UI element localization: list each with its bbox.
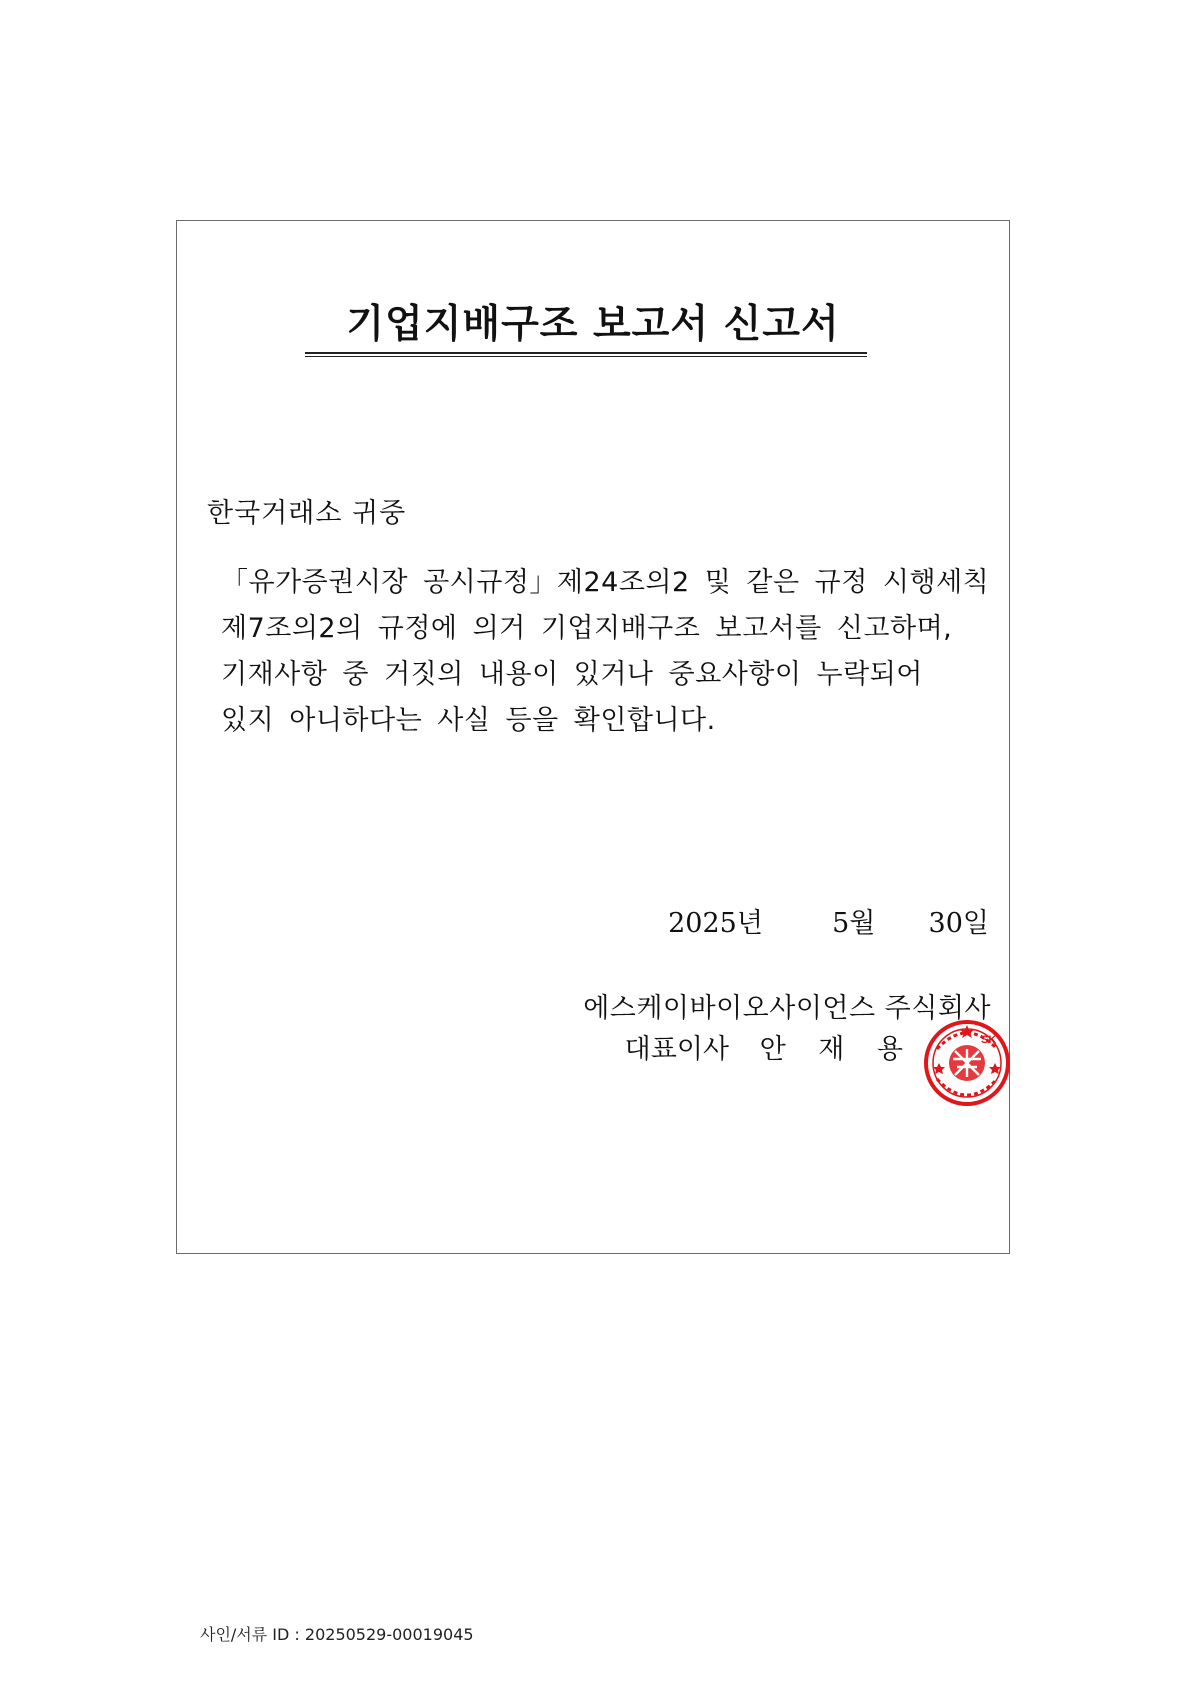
representative-title: 대표이사	[624, 1034, 729, 1065]
date-month: 5월	[832, 908, 876, 939]
representative-name: 안 재 용	[759, 1034, 915, 1065]
body-line: 제7조의2의 규정에 의거 기업지배구조 보고서를 신고하며,	[221, 613, 953, 644]
date-line	[668, 901, 989, 940]
title-underline-thin	[305, 356, 867, 357]
document-frame	[176, 220, 1010, 1254]
body-line: 「유가증권시장 공시규정」제24조의2 및 같은 규정 시행세칙	[221, 567, 990, 598]
body-line: 기재사항 중 거짓의 내용이 있거나 중요사항이 누락되어	[221, 659, 923, 690]
date-year: 2025년	[668, 908, 763, 939]
representative-line	[625, 1027, 915, 1066]
body-line: 있지 아니하다는 사실 등을 확인합니다.	[221, 705, 716, 736]
date-day: 30일	[928, 908, 989, 939]
document-id-footer: 사인/서류 ID : 20250529-00019045	[200, 1625, 474, 1644]
seal-text: SK	[981, 1034, 997, 1046]
title-underline-thick	[305, 352, 867, 354]
company-name: 에스케이바이오사이언스 주식회사	[583, 993, 991, 1024]
addressee: 한국거래소 귀중	[207, 498, 407, 529]
company-seal-stamp	[923, 1019, 1011, 1107]
document-title: 기업지배구조 보고서 신고서	[346, 302, 840, 347]
